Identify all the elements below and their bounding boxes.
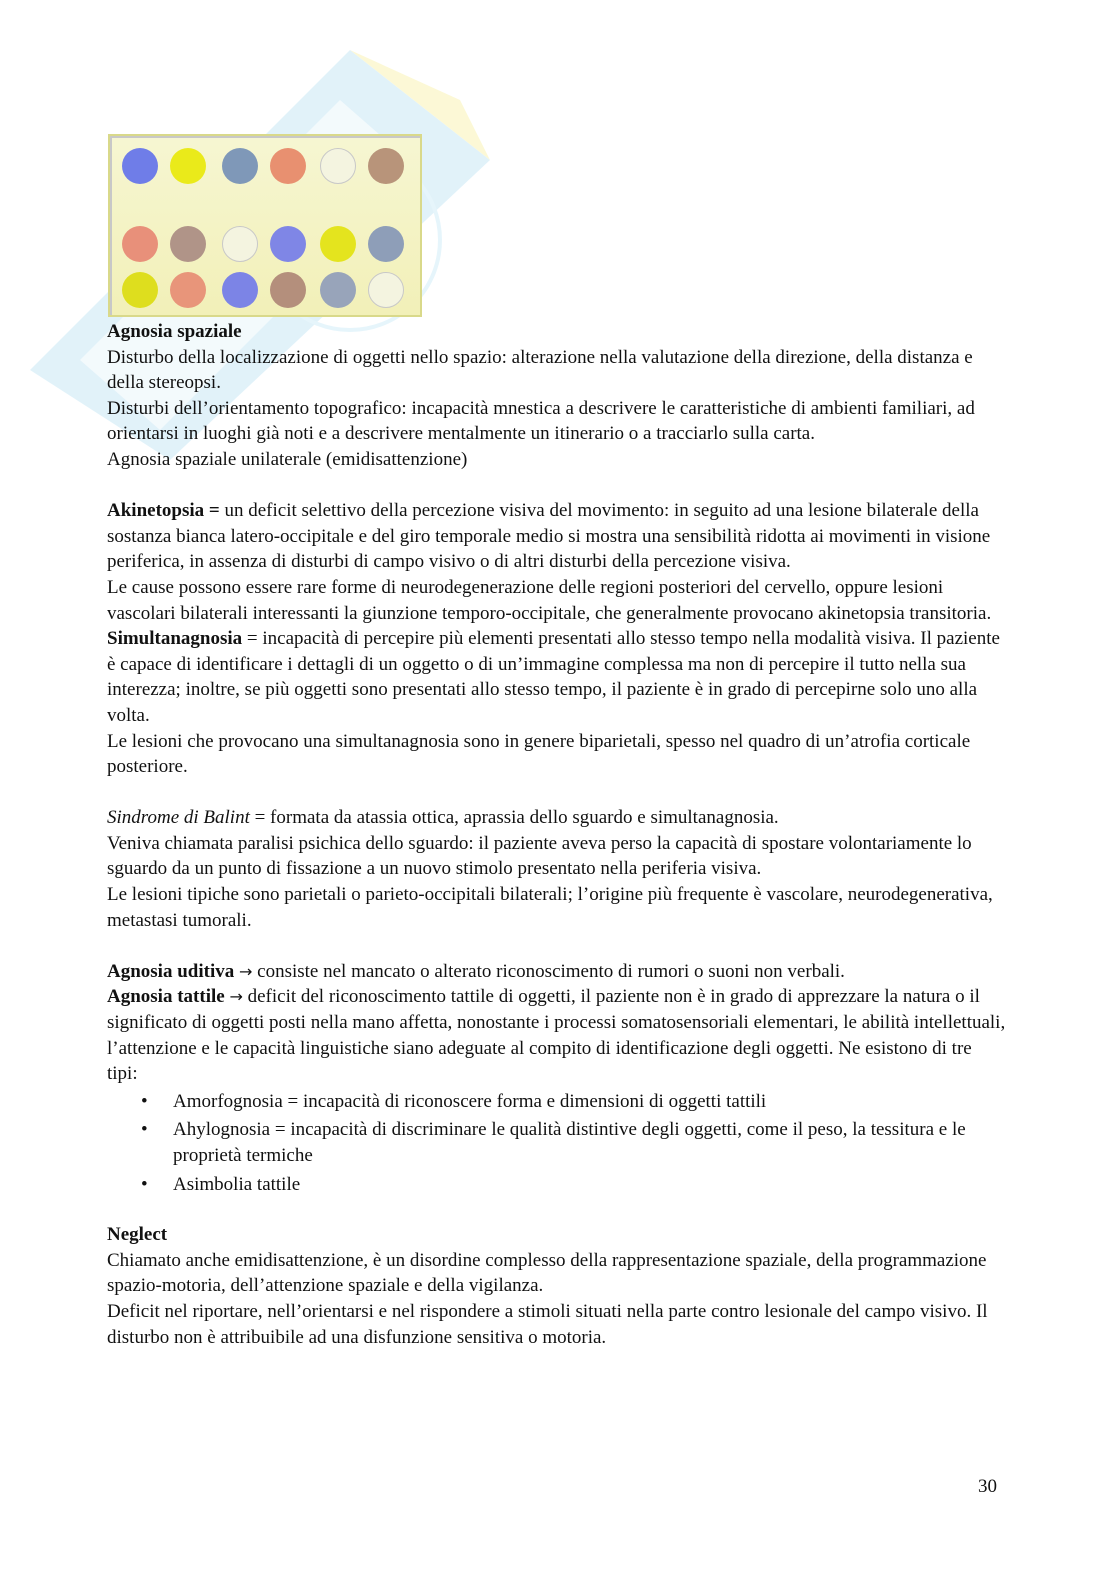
paragraph: Chiamato anche emidisattenzione, è un disordine complesso della rappresentazione spaziale, della programmazione spazio-motoria, dell’attenzione spaziale e della vigilanza. [107, 1249, 987, 1297]
paragraph: Disturbi dell’orientamento topografico: incapacità mnestica a descrivere le caratteristiche di ambienti familiari, ad orientarsi in luoghi già noti e a descrivere mentalmente un itinerario o a tracciarlo sulla carta. [107, 397, 975, 445]
list-item: • Amorfognosia = incapacità di riconoscere forma e dimensioni di oggetti tattili [173, 1089, 1007, 1115]
figure-dot [222, 226, 258, 262]
paragraph: Disturbo della localizzazione di oggetti nello spazio: alterazione nella valutazione della direzione, della distanza e della stereopsi. [107, 346, 973, 394]
figure-dot [368, 226, 404, 262]
figure-dot [270, 226, 306, 262]
list-item: • Ahylognosia = incapacità di discriminare le qualità distintive degli oggetti, come il peso, la tessitura e le proprietà termiche [173, 1117, 1007, 1168]
figure-dot [270, 148, 306, 184]
figure-dot [320, 226, 356, 262]
figure-dot [222, 272, 258, 308]
paragraph: Agnosia spaziale unilaterale (emidisattenzione) [107, 448, 468, 470]
figure-dot [122, 272, 158, 308]
term-akinetopsia: Akinetopsia = [107, 500, 220, 522]
section-title-neglect: Neglect [107, 1224, 168, 1246]
arrow-right-icon: → [229, 987, 243, 1007]
paragraph-balint: Sindrome di Balint = formata da atassia ottica, aprassia dello sguardo e simultanagnosia. [107, 807, 779, 829]
paragraph-agnosia-uditiva: Agnosia uditiva → consiste nel mancato o alterato riconoscimento di rumori o suoni non verbali. [107, 960, 845, 982]
figure-dot [368, 148, 404, 184]
paragraph: Le cause possono essere rare forme di neurodegenerazione delle regioni posteriori del cervello, oppure lesioni vascolari bilaterali interessanti la giunzione temporo-occipitale, che generalmente provocano akinetopsia transitoria. [107, 576, 992, 624]
paragraph: Deficit nel riportare, nell’orientarsi e nel rispondere a stimoli situati nella parte contro lesionale del campo visivo. Il disturbo non è attribuibile ad una disfunzione sensitiva o motoria. [107, 1300, 988, 1348]
figure-dot [122, 226, 158, 262]
figure-dot [368, 272, 404, 308]
paragraph: Le lesioni tipiche sono parietali o parieto-occipitali bilaterali; l’origine più frequente è vascolare, neurodegenerativa, metastasi tumorali. [107, 884, 993, 931]
figure-dot [122, 148, 158, 184]
paragraph: Veniva chiamata paralisi psichica dello sguardo: il paziente aveva perso la capacità di spostare volontariamente lo sguardo da un punto di fissazione a un nuovo stimolo presentato nella periferia visiva. [107, 832, 972, 880]
paragraph-agnosia-tattile: Agnosia tattile → deficit del riconoscimento tattile di oggetti, il paziente non è in grado di apprezzare la natura o il significato di oggetti posti nella mano affetta, nonostante i processi somatosensoriali elementari, le abilità intellettuali, l’attenzione e le capacità linguistiche siano adeguate al compito di identificazione degli oggetti. Ne esistono di tre tipi: [107, 986, 1006, 1085]
list-item: • Asimbolia tattile [173, 1172, 1007, 1198]
figure-dot [170, 272, 206, 308]
figure-dot [320, 272, 356, 308]
term-agnosia-tattile: Agnosia tattile [107, 986, 225, 1008]
figure-dot [170, 226, 206, 262]
figure-dot [170, 148, 206, 184]
term-balint: Sindrome di Balint [107, 807, 250, 829]
paragraph: Le lesioni che provocano una simultanagnosia sono in genere biparietali, spesso nel quadro di un’atrofia corticale posteriore. [107, 730, 971, 778]
figure-dot [270, 272, 306, 308]
page-number: 30 [978, 1476, 997, 1497]
paragraph-simultanagnosia: Simultanagnosia = incapacità di percepire più elementi presentati allo stesso tempo nella modalità visiva. Il paziente è capace di identificare i dettagli di un oggetto o di un’immagine complessa ma non di percepire il tutto nella sua interezza; inoltre, se più oggetti sono presentati allo stesso tempo, il paziente è in grado di percepirne solo uno alla volta. [107, 628, 1000, 726]
section-title-agnosia-spaziale: Agnosia spaziale [107, 321, 242, 342]
figure-dot [222, 148, 258, 184]
figure-dot [320, 148, 356, 184]
paragraph-akinetopsia: Akinetopsia = un deficit selettivo della percezione visiva del movimento: in seguito ad una lesione bilaterale della sostanza bianca latero-occipitale e del giro temporale medio si mostra una sensibilità ridotta ai movimenti in visione periferica, in assenza di disturbi di campo visivo o di altri disturbi della percezione visiva. [107, 500, 991, 573]
term-simultanagnosia: Simultanagnosia [107, 628, 243, 650]
arrow-right-icon: → [238, 961, 253, 981]
document-body [107, 319, 1007, 1350]
colored-dots-figure [108, 134, 422, 317]
term-agnosia-uditiva: Agnosia uditiva [107, 960, 235, 982]
tattile-types-list [107, 1089, 1007, 1197]
